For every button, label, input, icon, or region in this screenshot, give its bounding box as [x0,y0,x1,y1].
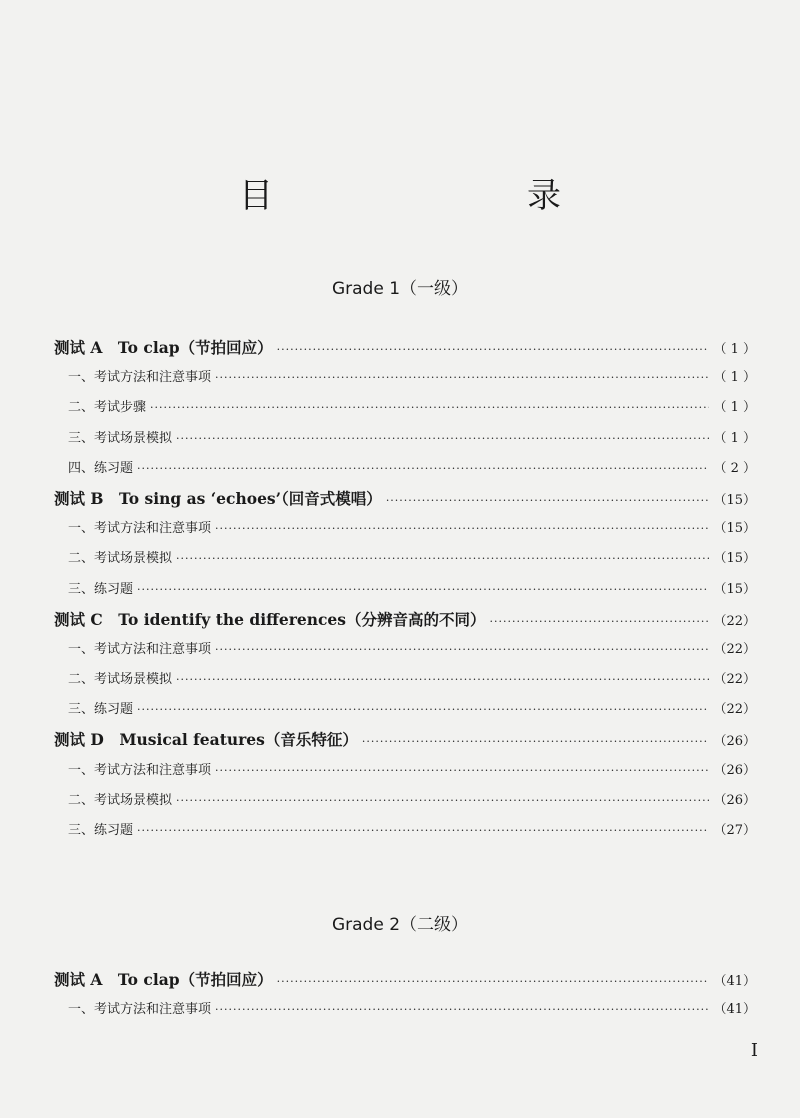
dot-leader [176,552,709,565]
toc-subsection-entry [54,998,756,1028]
toc-entry-page-number: （ 1 ） [713,342,756,357]
toc-subsection-entry [54,789,756,819]
toc-entry-page-number: （41） [713,1002,756,1018]
dot-leader [215,643,709,656]
toc-subsection-entry [54,396,756,426]
toc-subsection-entry [54,366,756,396]
toc-entry-page-number: （22） [713,613,756,629]
toc-entry-page-number: （22） [713,702,756,718]
toc-section-entry [54,728,756,758]
toc-subsection-entry [54,698,756,728]
toc-subsection-entry [54,578,756,608]
toc-entry-label: 二、考试场景模拟 [68,792,173,808]
dot-leader [137,703,709,716]
toc-subsection-entry [54,638,756,668]
toc-entry-label: 一、考试方法和注意事项 [68,521,212,537]
toc-entry-label: 三、考试场景模拟 [68,430,173,446]
toc-section-entry [54,487,756,517]
toc-entry-label: 一、考试方法和注意事项 [68,1002,212,1018]
toc-section-entry [54,336,756,366]
grade-2-toc-list [54,968,756,1028]
dot-leader [137,583,709,596]
dot-leader [362,735,710,748]
toc-entry-label: 四、练习题 [68,460,134,476]
toc-entry-page-number: （15） [713,492,756,508]
grade-2-heading: Grade 2（二级） [331,915,469,935]
grade-1-toc-list [54,336,756,849]
page-number: I [750,1040,758,1061]
toc-subsection-entry [54,819,756,849]
toc-subsection-entry [54,517,756,547]
toc-subsection-entry [54,668,756,698]
toc-entry-label: 三、练习题 [68,823,134,838]
toc-subsection-entry [54,759,756,789]
toc-entry-label: 测试 B To sing as ‘echoes’（回音式模唱） [54,488,382,508]
toc-entry-label: 二、考试场景模拟 [68,672,173,688]
toc-entry-page-number: （22） [713,641,756,657]
dot-leader [137,824,709,837]
dot-leader [176,432,709,445]
dot-leader [176,673,709,686]
dot-leader [277,975,710,988]
toc-section-entry [54,968,756,998]
toc-entry-page-number: （ 2 ） [713,460,756,476]
dot-leader [277,343,710,356]
toc-entry-label: 三、练习题 [68,581,134,597]
toc-subsection-entry [54,457,756,487]
toc-entry-page-number: （22） [713,672,756,688]
toc-entry-page-number: （ 1 ） [713,400,756,416]
dot-leader [215,1003,709,1016]
dot-leader [215,764,709,777]
toc-entry-label: 一、考试方法和注意事项 [68,641,212,657]
toc-section-entry [54,608,756,638]
dot-leader [490,615,710,628]
dot-leader [386,494,710,507]
toc-entry-page-number: （27） [713,823,756,838]
toc-entry-page-number: （ 1 ） [713,370,756,386]
dot-leader [215,522,709,535]
toc-entry-page-number: （15） [713,521,756,537]
toc-entry-page-number: （ 1 ） [713,430,756,446]
toc-subsection-entry [54,547,756,577]
toc-entry-label: 二、考试步骤 [68,400,147,416]
toc-entry-page-number: （26） [713,762,756,778]
toc-subsection-entry [54,427,756,457]
toc-entry-page-number: （15） [713,551,756,567]
toc-entry-label: 测试 C To identify the differences（分辨音高的不同） [54,609,486,629]
grade-1-heading: Grade 1（一级） [331,279,469,299]
toc-entry-label: 测试 A To clap（节拍回应） [54,338,273,357]
toc-entry-page-number: （15） [713,581,756,597]
toc-entry-label: 一、考试方法和注意事项 [68,762,212,778]
page-title: 目 录 [239,176,623,216]
toc-entry-label: 测试 D Musical features（音乐特征） [54,730,358,750]
dot-leader [215,371,709,384]
toc-entry-page-number: （26） [713,792,756,808]
toc-entry-label: 三、练习题 [68,702,134,718]
dot-leader [137,462,709,475]
toc-entry-label: 一、考试方法和注意事项 [68,370,212,386]
toc-entry-label: 测试 A To clap（节拍回应） [54,970,273,989]
dot-leader [176,794,709,807]
dot-leader [150,401,709,414]
toc-entry-page-number: （26） [713,734,756,750]
toc-entry-page-number: （41） [713,974,756,989]
toc-entry-label: 二、考试场景模拟 [68,551,173,567]
